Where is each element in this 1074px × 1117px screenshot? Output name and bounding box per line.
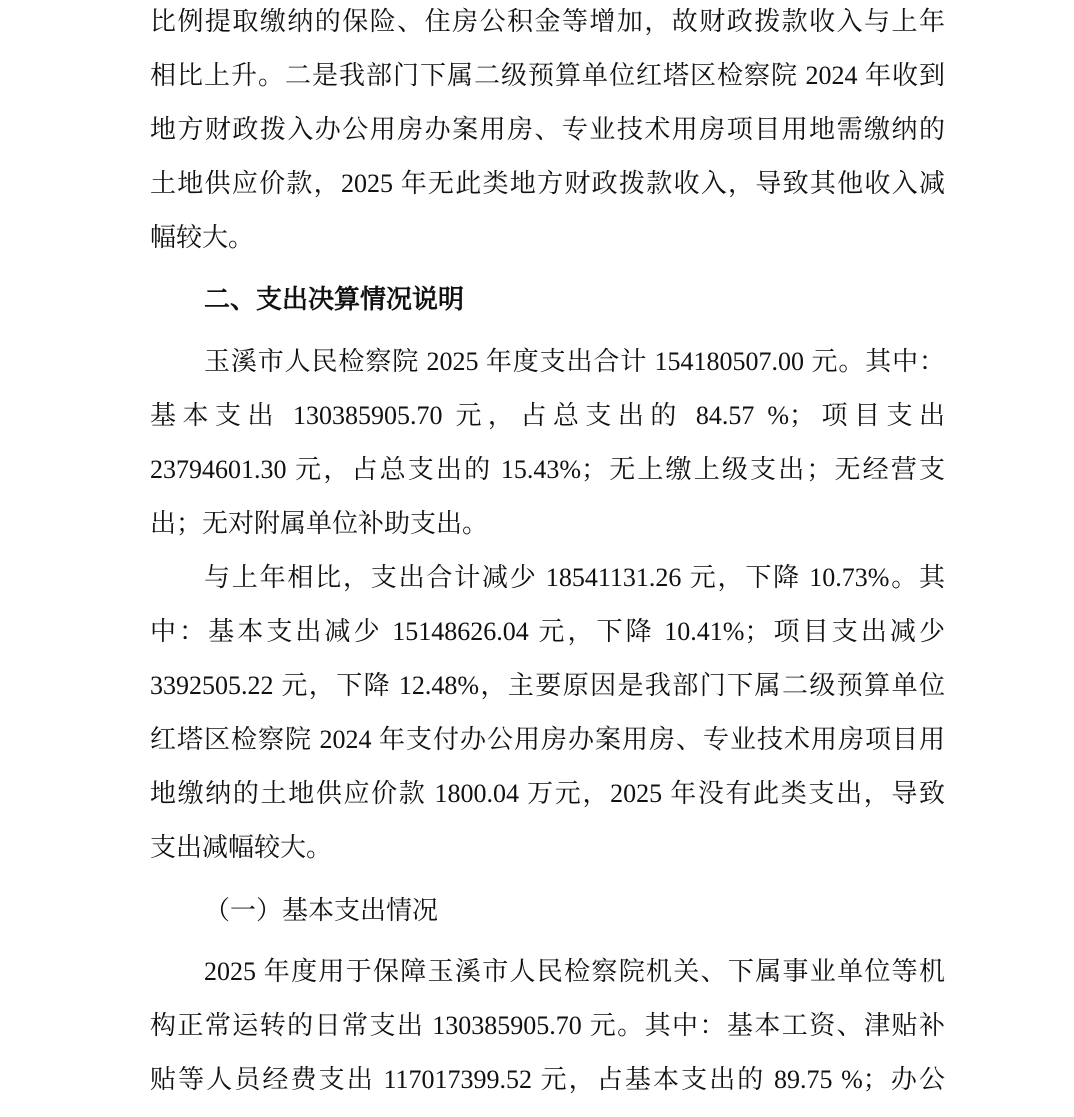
subsection-heading-basic-expenditure: （一）基本支出情况	[204, 896, 439, 925]
text-line: 中：基本支出减少 15148626.04 元，下降 10.41%；项目支出减少	[150, 617, 945, 646]
text-line: 幅较大。	[150, 223, 255, 252]
text-line: 地方财政拨入办公用房办案用房、专业技术用房项目用地需缴纳的	[150, 115, 945, 144]
text-line: 地缴纳的土地供应价款 1800.04 万元，2025 年没有此类支出，导致	[150, 779, 945, 808]
text-line: 玉溪市人民检察院 2025 年度支出合计 154180507.00 元。其中：	[204, 347, 945, 376]
text-line: 支出减幅较大。	[150, 833, 333, 862]
text-line: 23794601.30 元，占总支出的 15.43%；无上缴上级支出；无经营支	[150, 455, 945, 484]
text-line: 基本支出 130385905.70 元，占总支出的 84.57 %；项目支出	[150, 401, 945, 430]
paragraph-expenditure-comparison	[150, 551, 945, 875]
section-heading-expenditure: 二、支出决算情况说明	[204, 285, 465, 314]
document-page	[150, 0, 945, 1107]
text-line: 红塔区检察院 2024 年支付办公用房办案用房、专业技术用房项目用	[150, 725, 945, 754]
text-line: 构正常运转的日常支出 130385905.70 元。其中：基本工资、津贴补	[150, 1011, 945, 1040]
paragraph-expenditure-total	[150, 335, 945, 551]
text-line: 3392505.22 元，下降 12.48%，主要原因是我部门下属二级预算单位	[150, 671, 945, 700]
text-line: 出；无对附属单位补助支出。	[150, 509, 489, 538]
paragraph-basic-expenditure	[150, 945, 945, 1107]
text-line: 贴等人员经费支出 117017399.52 元，占基本支出的 89.75 %；办公	[150, 1065, 945, 1094]
text-line: 相比上升。二是我部门下属二级预算单位红塔区检察院 2024 年收到	[150, 61, 945, 90]
text-line: 2025 年度用于保障玉溪市人民检察院机关、下属事业单位等机	[204, 957, 945, 986]
text-line: 土地供应价款，2025 年无此类地方财政拨款收入，导致其他收入减	[150, 169, 945, 198]
text-line: 比例提取缴纳的保险、住房公积金等增加，故财政拨款收入与上年	[150, 7, 945, 36]
paragraph-income-explanation	[150, 0, 945, 265]
text-line: 与上年相比，支出合计减少 18541131.26 元，下降 10.73%。其	[204, 563, 945, 592]
